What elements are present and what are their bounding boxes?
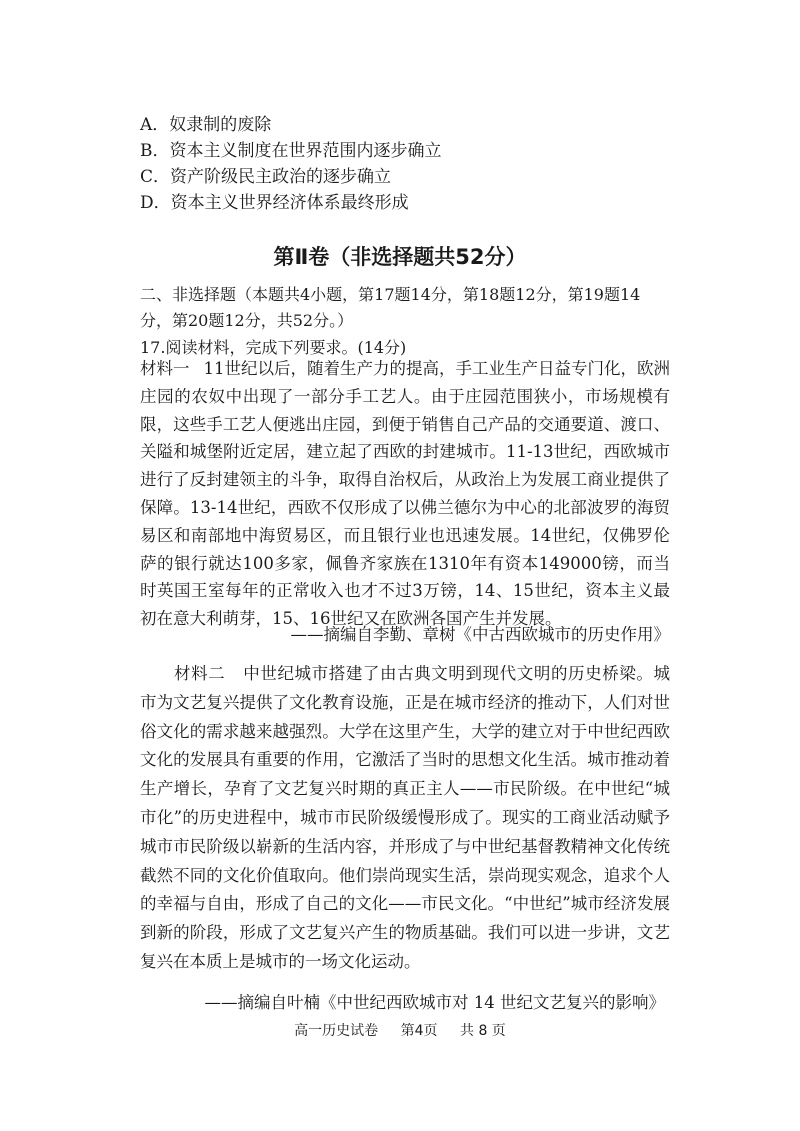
option-b: B．资本主义制度在世界范围内逐步确立 bbox=[140, 141, 442, 161]
footer-total-pages: 共 8 页 bbox=[460, 1023, 506, 1039]
footer-page-number: 第4页 bbox=[400, 1023, 438, 1039]
option-d: D．资本主义世界经济体系最终形成 bbox=[140, 193, 409, 213]
question-intro: 二、非选择题（本题共4小题，第17题14分，第18题12分，第19题14分，第20题12分，共52分。） bbox=[140, 285, 641, 330]
footer-subject: 高一历史试卷 bbox=[294, 1023, 379, 1039]
question-17-prompt: 17.阅读材料，完成下列要求。(14分) bbox=[140, 338, 407, 357]
material-one-source: ——摘编自李勤、章树《中古西欧城市的历史作用》 bbox=[290, 625, 670, 644]
option-a: A．奴隶制的废除 bbox=[140, 115, 272, 135]
section-title: 第Ⅱ卷（非选择题共52分） bbox=[273, 245, 527, 269]
material-two-text: 中世纪城市搭建了由古典文明到现代文明的历史桥梁。城市为文艺复兴提供了文化教育设施，正是在城市经济的推动下，人们对世俗文化的需求越来越强烈。大学在这里产生，大学的建立对于中世纪西欧文化的发展具有重要的作用，它激活了当时的思想文化生活。城市推动着生产增长，孕育了文艺复兴时期的真正主人——市民阶级。在中世纪“城市化”的历史进程中，城市市民阶级缓慢形成了。现实的工商业活动赋予城市市民阶级以崭新的生活内容，并形成了与中世纪基督教精神文化传统截然不同的文化价值取向。他们崇尚现实生活，崇尚现实观念，追求个人的幸福与自由，形成了自己的文化——市民文化。“中世纪”城市经济发展到新的阶段，形成了文艺复兴产生的物质基础。我们可以进一步讲，文艺复兴在本质上是城市的一场文化运动。 bbox=[140, 664, 671, 971]
material-one bbox=[140, 355, 670, 633]
material-two-source: ——摘编自叶楠《中世纪西欧城市对 14 世纪文艺复兴的影响》 bbox=[204, 993, 665, 1012]
option-c: C．资产阶级民主政治的逐步确立 bbox=[140, 167, 392, 187]
page-footer bbox=[0, 1020, 800, 1042]
material-two bbox=[140, 660, 670, 977]
material-one-label: 材料一 bbox=[140, 359, 190, 378]
material-one-text: 11世纪以后，随着生产力的提高，手工业生产日益专门化，欧洲庄园的农奴中出现了一部分手工艺人。由于庄园范围狭小，市场规模有限，这些手工艺人便逃出庄园，到便于销售自己产品的交通要道、渡口、关隘和城堡附近定居，建立起了西欧的封建城市。11-13世纪，西欧城市进行了反封建领主的斗争，取得自治权后，从政治上为发展工商业提供了保障。13-14世纪，西欧不仅形成了以佛兰德尔为中心的北部波罗的海贸易区和南部地中海贸易区，而且银行业也迅速发展。14世纪，仅佛罗伦萨的银行就达100多家，佩鲁齐家族在1310年有资本149000镑，而当时英国王室每年的正常收入也才不过3万镑，14、15世纪，资本主义最初在意大利萌芽，15、16世纪又在欧洲各国产生并发展。 bbox=[140, 359, 670, 629]
answer-options bbox=[140, 112, 700, 216]
material-two-label: 材料二 bbox=[174, 664, 226, 683]
